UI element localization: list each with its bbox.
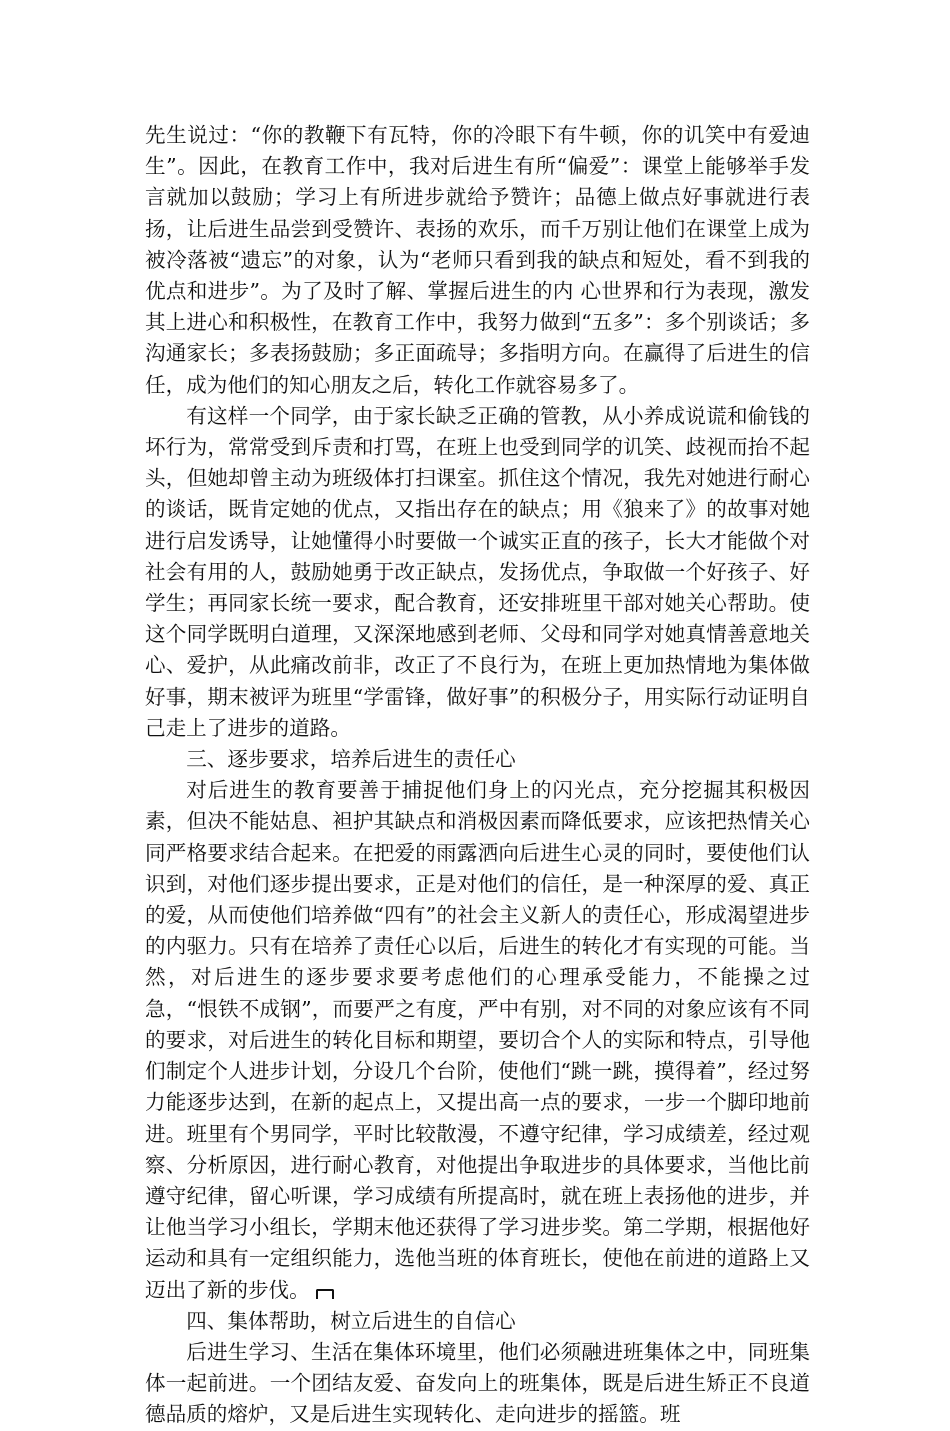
paragraph-2: 有这样一个同学，由于家长缺乏正确的管教，从小养成说谎和偷钱的坏行为，常常受到斥责和打骂，在班上也受到同学的讥笑、歧视而抬不起头，但她却曾主动为班级体打扫课室。抓住这个情况，我先对她进行耐心的谈话，既肯定她的优点，又指出存在的缺点；用《狼来了》的故事对她进行启发诱导，让她懂得小时要做一个诚实正直的孩子，长大才能做个对社会有用的人，鼓励她勇于改正缺点，发扬优点，争取做一个好孩子、好学生；再同家长统一要求，配合教育，还安排班里干部对她关心帮助。使这个同学既明白道理，又深深地感到老师、父母和同学对她真情善意地关心、爱护，从此痛改前非，改正了不良行为，在班上更加热情地为集体做好事，期末被评为班里“学雷锋，做好事”的积极分子，用实际行动证明自己走上了进步的道路。 bbox=[145, 403, 810, 740]
section-heading-4: 四、集体帮助，树立后进生的自信心 bbox=[186, 1308, 516, 1333]
paragraph-1: 先生说过：“你的教鞭下有瓦特，你的冷眼下有牛顿，你的讥笑中有爱迪生”。因此，在教育工作中，我对后进生有所“偏爱”：课堂上能够举手发言就加以鼓励；学习上有所进步就给予赞许；品德上做点好事就进行表扬，让后进生品尝到受赞许、表扬的欢乐，而千万别让他们在课堂上成为被冷落被“遗忘”的对象，认为“老师只看到我的缺点和短处，看不到我的优点和进步”。为了及时了解、掌握后进生的内 心世界和行为表现，激发其上进心和积极性，在教育工作中，我努力做到“五多”：多个别谈话；多沟通家长；多表扬鼓励；多正面疏导；多指明方向。在赢得了后进生的信任，成为他们的知心朋友之后，转化工作就容易多了。 bbox=[145, 123, 810, 397]
body-text bbox=[145, 120, 810, 1431]
paragraph-3 bbox=[145, 775, 810, 1305]
paragraph-3-text: 对后进生的教育要善于捕捉他们身上的闪光点，充分挖掘其积极因素，但决不能姑息、袒护其缺点和消极因素而降低要求，应该把热情关心同严格要求结合起来。在把爱的雨露洒向后进生心灵的同时，要使他们认识到，对他们逐步提出要求，正是对他们的信任，是一种深厚的爱、真正的爱，从而使他们培养做“四有”的社会主义新人的责任心，形成渴望进步的内驱力。只有在培养了责任心以后，后进生的转化才有实现的可能。当然，对后进生的逐步要求要考虑他们的心理承受能力，不能操之过急，“恨铁不成钢”，而要严之有度，严中有别，对不同的对象应该有不同的要求，对后进生的转化目标和期望，要切合个人的实际和特点，引导他们制定个人进步计划，分设几个台阶，使他们“跳一跳，摸得着”，经过努力能逐步达到，在新的起点上，又提出高一点的要求，一步一个脚印地前进。班里有个男同学，平时比较散漫，不遵守纪律，学习成绩差，经过观察、分析原因，进行耐心教育，对他提出争取进步的具体要求，当他比前遵守纪律，留心听课，学习成绩有所提高时，就在班上表扬他的进步，并让他当学习小组长，学期末他还获得了学习进步奖。第二学期，根据他好运动和具有一定组织能力，选他当班的体育班长，使他在前进的道路上又迈出了新的步伐。 bbox=[145, 778, 810, 1302]
stray-mark-icon bbox=[316, 1289, 334, 1299]
paragraph-4: 后进生学习、生活在集体环境里，他们必须融进班集体之中，同班集体一起前进。一个团结友爱、奋发向上的班集体，既是后进生矫正不良道德品质的熔炉，又是后进生实现转化、走向进步的摇篮。班 bbox=[145, 1339, 810, 1427]
section-heading-3: 三、逐步要求，培养后进生的责任心 bbox=[186, 747, 516, 772]
